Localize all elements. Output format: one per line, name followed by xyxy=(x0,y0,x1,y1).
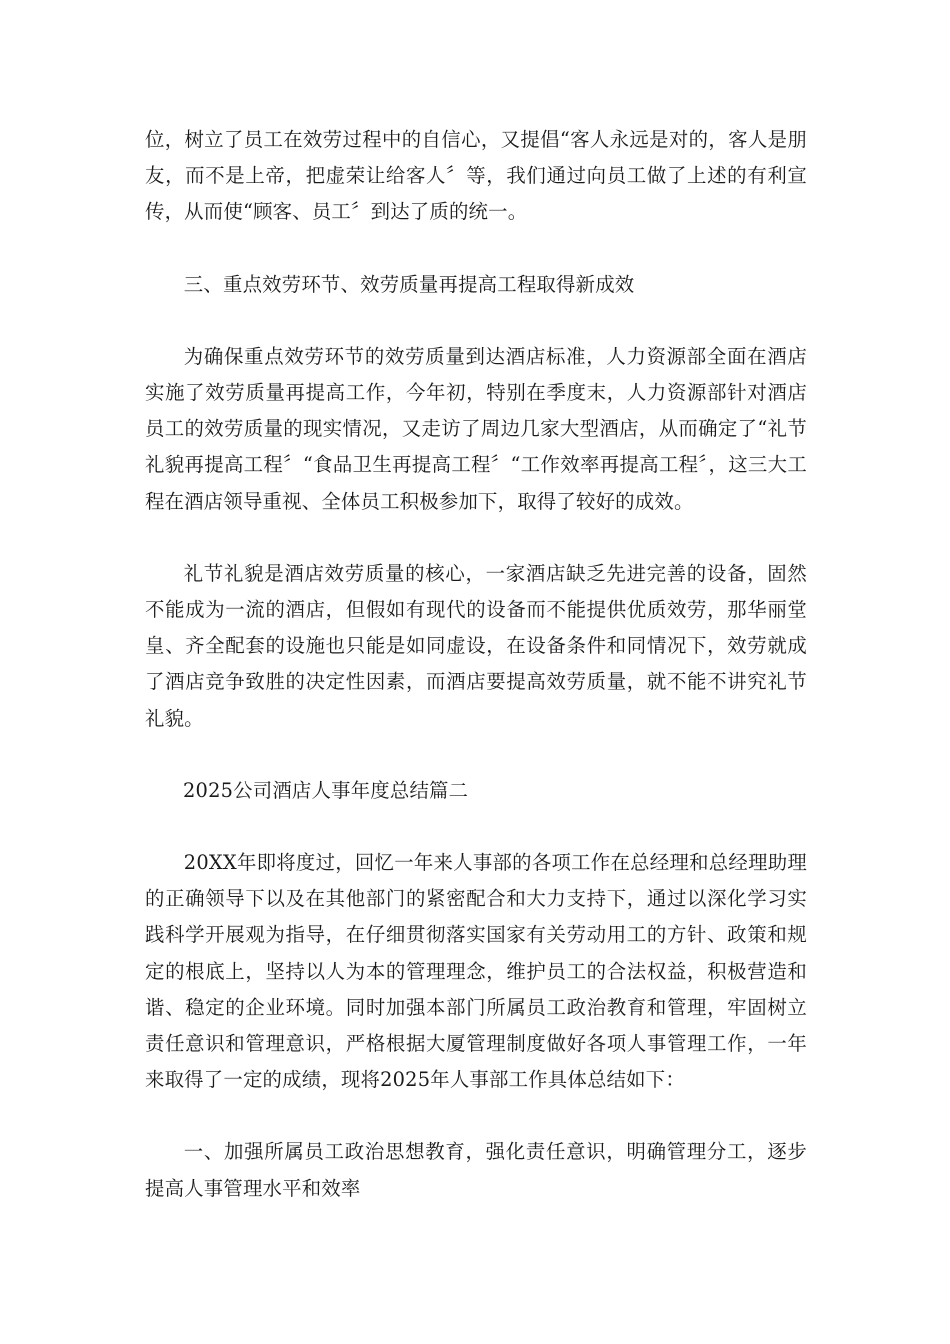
section-heading-three: 三、重点效劳环节、效劳质量再提高工程取得新成效 xyxy=(183,272,635,296)
paragraph-service-quality: 为确保重点效劳环节的效劳质量到达酒店标准，人力资源部全面在酒店实施了效劳质量再提高工作，今年初，特别在季度末，人力资源部针对酒店员工的效劳质量的现实情况，又走访了周边几家大型酒店，从而确定了“礼节礼貌再提高工程〞“食品卫生再提高工程〞“工作效率再提高工程〞，这三大工程在酒店领导重视、全体员工积极参加下，取得了较好的成效。 xyxy=(145,344,807,513)
article-title: 2025公司酒店人事年度总结篇二 xyxy=(183,778,469,802)
paragraph-etiquette: 礼节礼貌是酒店效劳质量的核心，一家酒店缺乏先进完善的设备，固然不能成为一流的酒店，但假如有现代的设备而不能提供优质效劳，那华丽堂皇、齐全配套的设施也只能是如同虚设，在设备条件和同情况下，效劳就成了酒店竞争致胜的决定性因素，而酒店要提高效劳质量，就不能不讲究礼节礼貌。 xyxy=(145,561,807,730)
document-body xyxy=(145,122,807,1243)
paragraph-continuation: 位，树立了员工在效劳过程中的自信心，又提倡“客人永远是对的，客人是朋友，而不是上帝，把虚荣让给客人〞等，我们通过向员工做了上述的有利宣传，从而使“顾客、员工〞到达了质的统一。 xyxy=(145,128,807,224)
section-heading-one: 一、加强所属员工政治思想教育，强化责任意识，明确管理分工，逐步提高人事管理水平和效率 xyxy=(145,1140,807,1200)
paragraph-year-review: 20XX年即将度过，回忆一年来人事部的各项工作在总经理和总经理助理的正确领导下以及在其他部门的紧密配合和大力支持下，通过以深化学习实践科学开展观为指导，在仔细贯彻落实国家有关劳动用工的方针、政策和规定的根底上，坚持以人为本的管理理念，维护员工的合法权益，积极营造和谐、稳定的企业环境。同时加强本部门所属员工政治教育和管理，牢固树立责任意识和管理意识，严格根据大厦管理制度做好各项人事管理工作，一年来取得了一定的成绩，现将2025年人事部工作具体总结如下： xyxy=(145,851,807,1092)
